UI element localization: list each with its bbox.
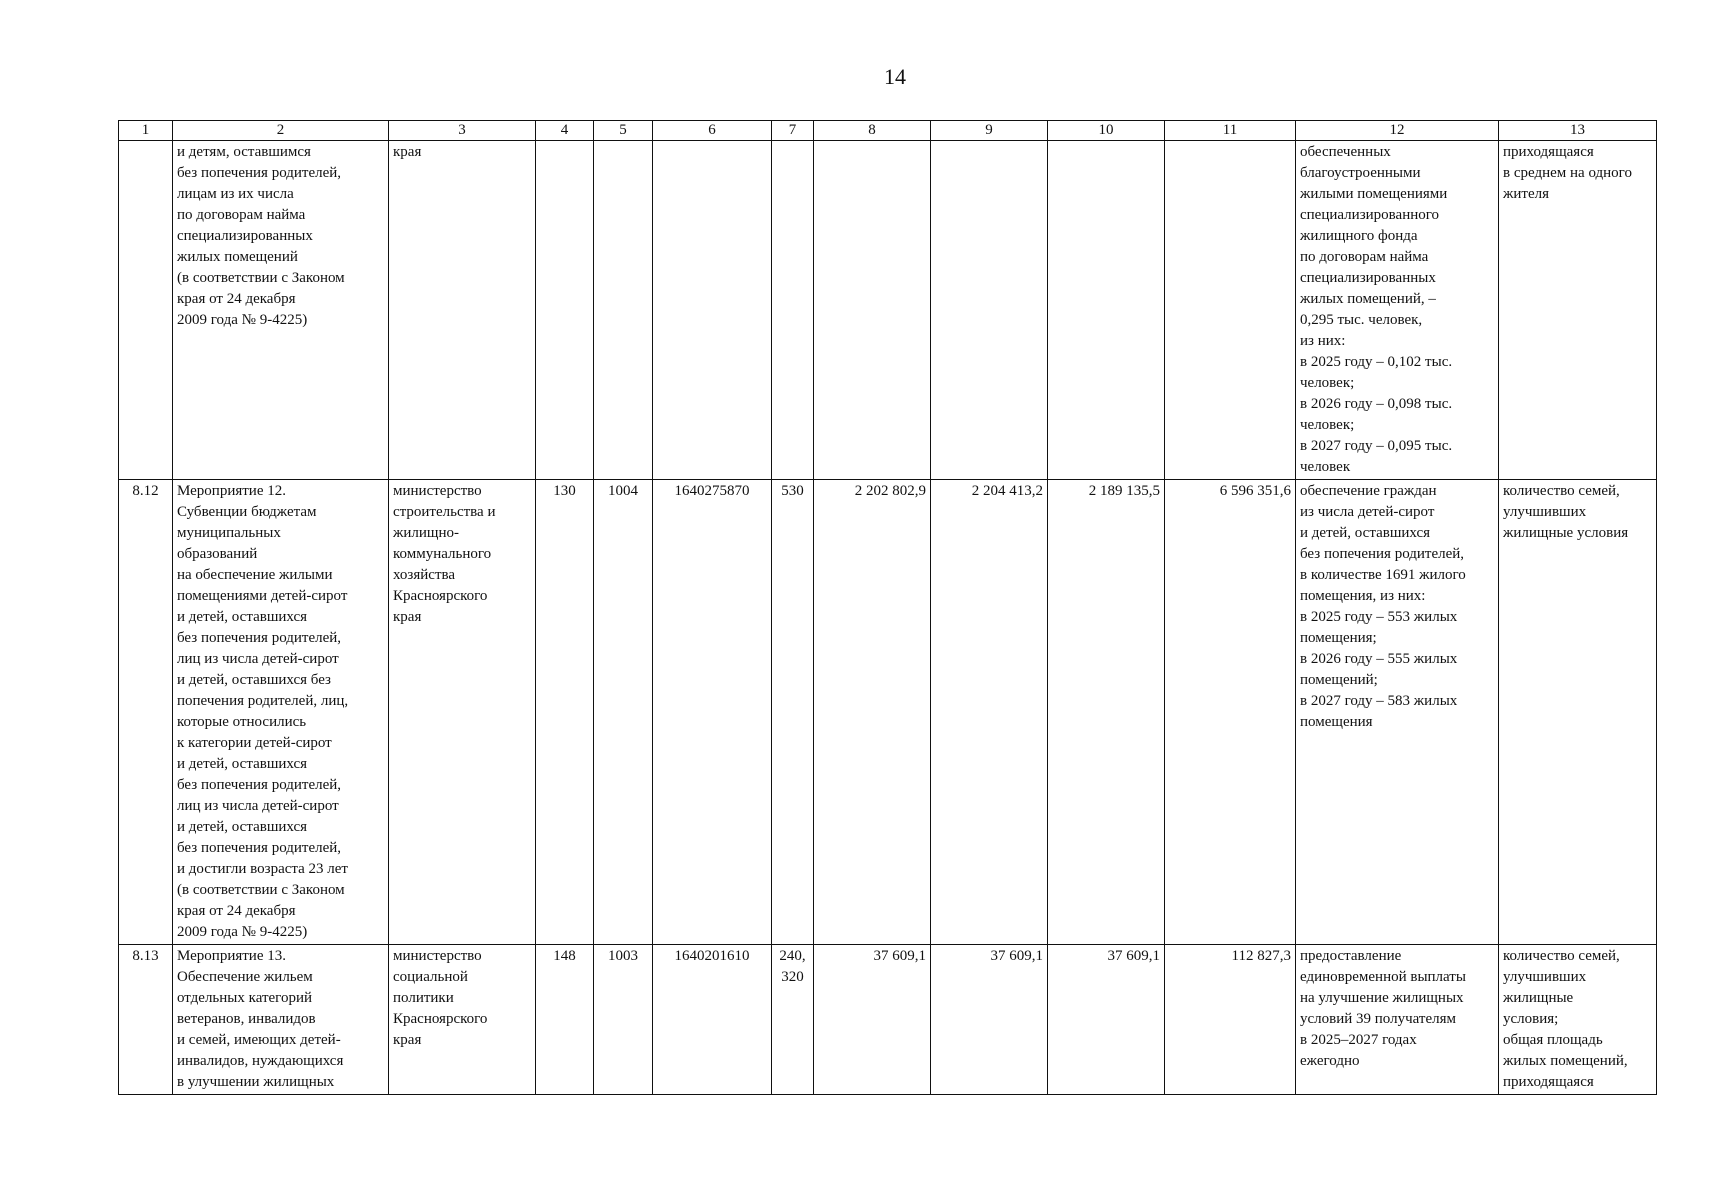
section-code: [594, 141, 653, 480]
amount-2026: 2 204 413,2: [931, 480, 1048, 945]
header-cell: 13: [1499, 121, 1657, 141]
row-id: 8.12: [119, 480, 173, 945]
measure-name: Мероприятие 13. Обеспечение жильем отдельных категорий ветеранов, инвалидов и семей, имеющих детей- инвалидов, нуждающихся в улучшении жилищных: [173, 945, 389, 1095]
header-cell: 9: [931, 121, 1048, 141]
expense-type: 240, 320: [772, 945, 814, 1095]
header-cell: 10: [1048, 121, 1165, 141]
section-code: 1004: [594, 480, 653, 945]
expected-result: обеспечение граждан из числа детей-сирот и детей, оставшихся без попечения родителей, в количестве 1691 жилого помещения, из них: в 2025 году – 553 жилых помещения; в 2026 году – 555 жилых помещений; в 2027 году – 583 жилых помещения: [1296, 480, 1499, 945]
expected-result: обеспеченных благоустроенными жилыми помещениями специализированного жилищного фонда по договорам найма специализированных жилых помещений, – 0,295 тыс. человек, из них: в 2025 году – 0,102 тыс. человек; в 2026 году – 0,098 тыс. человек; в 2027 году – 0,095 тыс. человек: [1296, 141, 1499, 480]
amount-2026: [931, 141, 1048, 480]
executor: министерство строительства и жилищно- коммунального хозяйства Красноярского края: [389, 480, 536, 945]
amount-2025: [814, 141, 931, 480]
table-row: [119, 945, 1657, 1095]
grbs-code: 130: [536, 480, 594, 945]
amount-2025: 2 202 802,9: [814, 480, 931, 945]
amount-total: 112 827,3: [1165, 945, 1296, 1095]
grbs-code: [536, 141, 594, 480]
amount-2027: [1048, 141, 1165, 480]
executor: края: [389, 141, 536, 480]
measure-name: и детям, оставшимся без попечения родителей, лицам из их числа по договорам найма специализированных жилых помещений (в соответствии с Законом края от 24 декабря 2009 года № 9-4225): [173, 141, 389, 480]
header-cell: 3: [389, 121, 536, 141]
header-cell: 6: [653, 121, 772, 141]
expense-type: [772, 141, 814, 480]
header-cell: 11: [1165, 121, 1296, 141]
expected-result: предоставление единовременной выплаты на улучшение жилищных условий 39 получателям в 2025–2027 годах ежегодно: [1296, 945, 1499, 1095]
program-table: [118, 120, 1657, 1095]
table-row: [119, 141, 1657, 480]
target-article: [653, 141, 772, 480]
header-cell: 8: [814, 121, 931, 141]
header-cell: 1: [119, 121, 173, 141]
header-cell: 5: [594, 121, 653, 141]
header-cell: 2: [173, 121, 389, 141]
amount-2025: 37 609,1: [814, 945, 931, 1095]
executor: министерство социальной политики Красноярского края: [389, 945, 536, 1095]
target-article: 1640201610: [653, 945, 772, 1095]
row-id: [119, 141, 173, 480]
amount-2027: 2 189 135,5: [1048, 480, 1165, 945]
header-cell: 4: [536, 121, 594, 141]
page-number: 14: [884, 64, 906, 89]
table-row: [119, 480, 1657, 945]
indicator: количество семей, улучшивших жилищные условия; общая площадь жилых помещений, приходящаяся: [1499, 945, 1657, 1095]
target-article: 1640275870: [653, 480, 772, 945]
header-row: [119, 121, 1657, 141]
amount-2027: 37 609,1: [1048, 945, 1165, 1095]
header-cell: 12: [1296, 121, 1499, 141]
indicator: приходящаяся в среднем на одного жителя: [1499, 141, 1657, 480]
grbs-code: 148: [536, 945, 594, 1095]
section-code: 1003: [594, 945, 653, 1095]
expense-type: 530: [772, 480, 814, 945]
measure-name: Мероприятие 12. Субвенции бюджетам муниципальных образований на обеспечение жилыми помещениями детей-сирот и детей, оставшихся без попечения родителей, лиц из числа детей-сирот и детей, оставшихся без попечения родителей, лиц, которые относились к категории детей-сирот и детей, оставшихся без попечения родителей, лиц из числа детей-сирот и детей, оставшихся без попечения родителей, и достигли возраста 23 лет (в соответствии с Законом края от 24 декабря 2009 года № 9-4225): [173, 480, 389, 945]
header-cell: 7: [772, 121, 814, 141]
row-id: 8.13: [119, 945, 173, 1095]
amount-total: [1165, 141, 1296, 480]
indicator: количество семей, улучшивших жилищные условия: [1499, 480, 1657, 945]
amount-2026: 37 609,1: [931, 945, 1048, 1095]
amount-total: 6 596 351,6: [1165, 480, 1296, 945]
